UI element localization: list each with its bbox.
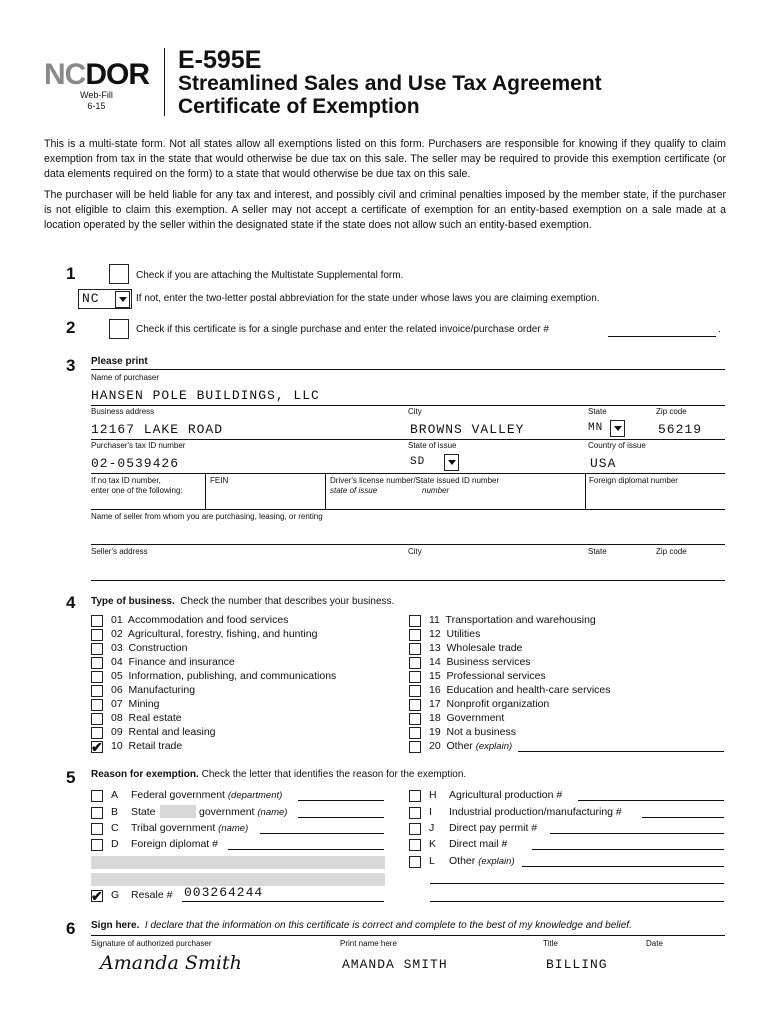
business-type-checkbox[interactable] [409, 643, 421, 655]
chevron-down-icon [444, 454, 459, 471]
business-type-label [111, 628, 317, 640]
reason-c-label [131, 822, 248, 834]
business-type-label [429, 740, 512, 752]
section-6-rule [91, 935, 725, 936]
reason-i-label: Industrial production/manufacturing # [449, 806, 622, 818]
business-type-checkbox[interactable] [91, 657, 103, 669]
business-type-checkbox[interactable] [409, 671, 421, 683]
intro-paragraph-1: This is a multi-state form. Not all states allow all exemptions listed on this form. Purchasers are responsible for knowing if they qualify to claim exemption from tax in the state that would otherwise be due tax on this sale. The seller may be required to provide this exemption certificate (or data elements required on the form) to a state that would otherwise be due tax on this sale. [44, 138, 726, 180]
business-address-field[interactable]: 12167 LAKE ROAD [91, 422, 224, 437]
business-type-checkbox[interactable] [409, 629, 421, 641]
rule-1 [91, 405, 725, 406]
reason-l-label [449, 855, 515, 867]
signature-label: Signature of authorized purchaser [91, 939, 212, 948]
business-type-text: 20 Other [429, 740, 473, 752]
business-type-checkbox[interactable] [91, 727, 103, 739]
zip-label: Zip code [656, 407, 687, 416]
declaration-text: I declare that the information on this certificate is correct and complete to the best of my knowledge and belief. [144, 920, 632, 931]
country-field[interactable]: USA [590, 456, 617, 471]
section-1-number: 1 [66, 264, 76, 283]
reason-i-checkbox[interactable] [409, 807, 421, 819]
business-type-label [429, 726, 516, 738]
section-6-number: 6 [66, 919, 76, 938]
reason-a-label [131, 789, 282, 801]
business-type-checkbox[interactable] [409, 713, 421, 725]
business-type-label [429, 642, 522, 654]
reason-l-field-line2[interactable] [430, 883, 724, 884]
header-divider [164, 48, 165, 116]
business-type-label [429, 684, 611, 696]
reason-l-checkbox[interactable] [409, 856, 421, 868]
print-name-label: Print name here [340, 939, 397, 948]
reason-j-checkbox[interactable] [409, 823, 421, 835]
reason-j-label: Direct pay permit # [449, 822, 538, 834]
reason-c-checkbox[interactable] [91, 823, 103, 835]
business-type-text: 05 Information, publishing, and communications [111, 670, 337, 682]
business-type-text: 09 Rental and leasing [111, 726, 216, 738]
seller-name-label: Name of seller from whom you are purchasing, leasing, or renting [91, 512, 323, 521]
rule-4 [91, 509, 725, 510]
title-field[interactable]: BILLING [546, 957, 608, 972]
business-type-text: 07 Mining [111, 698, 160, 710]
reason-j-field[interactable] [550, 833, 724, 834]
single-purchase-checkbox[interactable] [109, 319, 129, 339]
reason-k-checkbox[interactable] [409, 839, 421, 851]
form-number: E-595E [178, 46, 262, 74]
no-tax-id-label-2: enter one of the following: [91, 486, 183, 495]
business-type-text: 13 Wholesale trade [429, 642, 523, 654]
business-type-checkbox[interactable] [91, 615, 103, 627]
reason-a-field[interactable] [298, 800, 384, 801]
title-label: Title [543, 939, 558, 948]
seller-city-label: City [408, 547, 422, 556]
business-type-label [111, 614, 288, 626]
business-type-title: Type of business. [91, 596, 175, 607]
fein-divider [205, 473, 206, 509]
business-type-label [111, 656, 235, 668]
business-type-label [111, 670, 336, 682]
reason-i-field[interactable] [642, 817, 724, 818]
business-type-heading [91, 596, 394, 607]
reason-a-letter: A [111, 789, 119, 801]
business-type-text: 15 Professional services [429, 670, 546, 682]
business-type-checkbox[interactable] [409, 615, 421, 627]
business-type-text: 10 Retail trade [111, 740, 183, 752]
fein-label: FEIN [210, 476, 229, 485]
business-type-label [429, 614, 596, 626]
reason-c-text: Tribal government [131, 822, 216, 834]
reason-b-note: (name) [257, 807, 288, 818]
reason-j-letter: J [429, 822, 435, 834]
dl-state-of-issue-label: state of issue [330, 486, 378, 495]
business-type-label [111, 712, 182, 724]
issue-state-value: SD [410, 456, 426, 468]
reason-b-state-field[interactable] [160, 805, 196, 818]
reason-c-field[interactable] [260, 833, 384, 834]
intro-paragraph-2: The purchaser will be held liable for any tax and interest, and possibly civil and criminal penalties imposed by the member state, if the purchaser is not eligible to claim this exemption. A seller may not accept a certificate of exemption for an entity-based exemption on a sale made at a location operated by the seller within the designated state if the state does not allow such an entity-based exemption. [44, 189, 726, 231]
sign-here-title: Sign here. [91, 920, 140, 931]
date-field[interactable] [646, 955, 724, 973]
business-type-label [429, 656, 531, 668]
exemption-reason-title: Reason for exemption. [91, 769, 199, 780]
dl-divider [325, 473, 326, 509]
version-label: 6-15 [87, 101, 106, 111]
business-type-checkbox[interactable] [91, 713, 103, 725]
tax-id-label: Purchaser's tax ID number [91, 441, 186, 450]
print-name-field[interactable]: AMANDA SMITH [342, 957, 448, 972]
zip-field[interactable]: 56219 [658, 422, 703, 437]
exemption-state-select[interactable] [78, 289, 132, 309]
checkmark-icon: ✔ [91, 739, 103, 755]
reason-h-field[interactable] [578, 800, 724, 801]
reason-h-letter: H [429, 789, 437, 801]
seller-name-field[interactable] [91, 544, 725, 545]
seller-zip-label: Zip code [656, 547, 687, 556]
no-tax-id-label-1: If no tax ID number, [91, 476, 161, 485]
business-type-text: 17 Nonprofit organization [429, 698, 550, 710]
state-label: State [588, 407, 607, 416]
business-type-checkbox[interactable] [409, 727, 421, 739]
business-type-checkbox[interactable] [409, 657, 421, 669]
purchaser-name-label: Name of purchaser [91, 373, 160, 382]
reason-k-letter: K [429, 838, 437, 850]
reason-k-field[interactable] [532, 849, 724, 850]
country-of-issue-label: Country of issue [588, 441, 646, 450]
resale-number-rule [182, 901, 384, 902]
checkmark-icon: ✔ [91, 888, 103, 904]
single-purchase-label: Check if this certificate is for a single purchase and enter the related invoice/purchase order # [136, 324, 549, 335]
logo-dor: DOR [85, 58, 150, 91]
business-type-text: 12 Utilities [429, 628, 481, 640]
reason-b-field[interactable] [298, 817, 384, 818]
reason-b-label [199, 806, 287, 818]
please-print-heading: Please print [91, 356, 148, 367]
drivers-license-label: Driver's license number/State issued ID number [330, 476, 500, 485]
form-version [80, 90, 113, 112]
reason-e-disabled-field [91, 856, 385, 869]
form-title-line1: Streamlined Sales and Use Tax Agreement [178, 72, 602, 95]
foreign-diplomat-label: Foreign diplomat number [589, 476, 678, 485]
reason-g-letter: G [111, 889, 120, 901]
rule-3 [91, 473, 725, 474]
reason-a-note: (department) [227, 790, 283, 801]
resale-number-field[interactable]: 003264244 [184, 885, 264, 900]
business-type-label [111, 726, 216, 738]
chevron-down-icon [115, 291, 130, 308]
business-type-text: 01 Accommodation and food services [111, 614, 289, 626]
invoice-period: . [718, 324, 721, 335]
business-type-checkbox[interactable] [91, 699, 103, 711]
exemption-state-value: NC [82, 291, 100, 306]
sign-here-heading [91, 920, 632, 931]
purchaser-state-select[interactable] [588, 420, 624, 438]
business-type-text: 03 Construction [111, 642, 188, 654]
reason-b-state-text: State [131, 806, 156, 818]
issue-state-select[interactable] [410, 454, 462, 472]
logo-nc: NC [44, 58, 86, 91]
section-5-number: 5 [66, 768, 76, 787]
reason-l-letter: L [429, 855, 435, 867]
dl-number-label: number [422, 486, 450, 495]
business-type-checkbox[interactable] [91, 643, 103, 655]
business-type-label [111, 684, 195, 696]
reason-d-checkbox[interactable] [91, 839, 103, 851]
reason-a-text: Federal government [131, 789, 225, 801]
multistate-supplemental-checkbox[interactable] [109, 264, 129, 284]
reason-b-checkbox[interactable] [91, 807, 103, 819]
reason-d-label: Foreign diplomat # [131, 838, 218, 850]
business-type-text: 06 Manufacturing [111, 684, 196, 696]
seller-address-field[interactable] [91, 580, 725, 581]
reason-l-note: (explain) [478, 856, 515, 867]
ncdor-logo [44, 58, 149, 92]
reason-i-letter: I [429, 806, 432, 818]
state-of-issue-label: State of issue [408, 441, 457, 450]
reason-b-letter: B [111, 806, 119, 818]
business-type-text: 04 Finance and insurance [111, 656, 235, 668]
seller-state-label: State [588, 547, 607, 556]
business-type-label [429, 698, 549, 710]
business-type-checkbox[interactable] [409, 685, 421, 697]
web-fill-label: Web-Fill [80, 90, 113, 100]
other-explain-note: (explain) [475, 741, 513, 752]
reason-d-field[interactable] [228, 849, 384, 850]
diplomat-divider [585, 473, 586, 509]
city-label: City [408, 407, 422, 416]
business-type-checkbox[interactable] [91, 629, 103, 641]
business-type-checkbox[interactable] [91, 685, 103, 697]
business-type-text: 14 Business services [429, 656, 531, 668]
signature-field[interactable]: Amanda Smith [100, 952, 242, 974]
business-type-text: 16 Education and health-care services [429, 684, 611, 696]
seller-address-label: Seller's address [91, 547, 148, 556]
business-type-text: 08 Real estate [111, 712, 182, 724]
reason-b-text: government [199, 806, 255, 818]
reason-h-label: Agricultural production # [449, 789, 563, 801]
form-title-line2: Certificate of Exemption [178, 95, 420, 118]
section-3-top-rule [91, 369, 725, 370]
exemption-state-label: If not, enter the two-letter postal abbreviation for the state under whose laws you are claiming exemption. [136, 293, 600, 304]
reason-g-checkbox[interactable] [91, 890, 103, 902]
purchaser-name-field[interactable]: HANSEN POLE BUILDINGS, LLC [91, 388, 320, 403]
section-3-number: 3 [66, 356, 76, 375]
rule-2 [91, 439, 725, 440]
exemption-reason-instruction: Check the letter that identifies the reason for the exemption. [201, 769, 467, 780]
reason-d-letter: D [111, 838, 119, 850]
business-type-text: 11 Transportation and warehousing [429, 614, 596, 626]
reason-a-checkbox[interactable] [91, 790, 103, 802]
reason-h-checkbox[interactable] [409, 790, 421, 802]
business-type-text: 18 Government [429, 712, 505, 724]
section-4-number: 4 [66, 593, 76, 612]
multistate-supplemental-label: Check if you are attaching the Multistate Supplemental form. [136, 270, 404, 281]
purchaser-state-value: MN [588, 422, 604, 434]
business-type-label [429, 712, 504, 724]
reason-l-field-line3[interactable] [430, 901, 724, 902]
business-type-label [111, 698, 159, 710]
business-type-instruction: Check the number that describes your business. [180, 596, 395, 607]
business-address-label: Business address [91, 407, 155, 416]
business-type-label [111, 740, 182, 752]
other-business-explain-field[interactable] [518, 751, 724, 752]
business-type-checkbox[interactable] [409, 741, 421, 753]
reason-c-note: (name) [218, 823, 249, 834]
section-2-number: 2 [66, 318, 76, 337]
business-type-text: 02 Agricultural, forestry, fishing, and hunting [111, 628, 318, 640]
business-type-label [111, 642, 187, 654]
business-type-checkbox[interactable] [91, 741, 103, 753]
business-type-label [429, 628, 480, 640]
reason-l-text: Other [449, 855, 476, 867]
chevron-down-icon [610, 420, 625, 437]
reason-c-letter: C [111, 822, 119, 834]
reason-k-label: Direct mail # [449, 838, 508, 850]
business-type-checkbox[interactable] [409, 699, 421, 711]
reason-l-field[interactable] [522, 866, 724, 867]
business-type-label [429, 670, 546, 682]
business-type-text: 19 Not a business [429, 726, 516, 738]
exemption-reason-heading [91, 769, 466, 780]
business-type-checkbox[interactable] [91, 671, 103, 683]
reason-g-label: Resale # [131, 889, 173, 901]
date-label: Date [646, 939, 663, 948]
city-field[interactable]: BROWNS VALLEY [410, 422, 525, 437]
invoice-number-field[interactable] [608, 336, 716, 337]
tax-id-field[interactable]: 02-0539426 [91, 456, 180, 471]
